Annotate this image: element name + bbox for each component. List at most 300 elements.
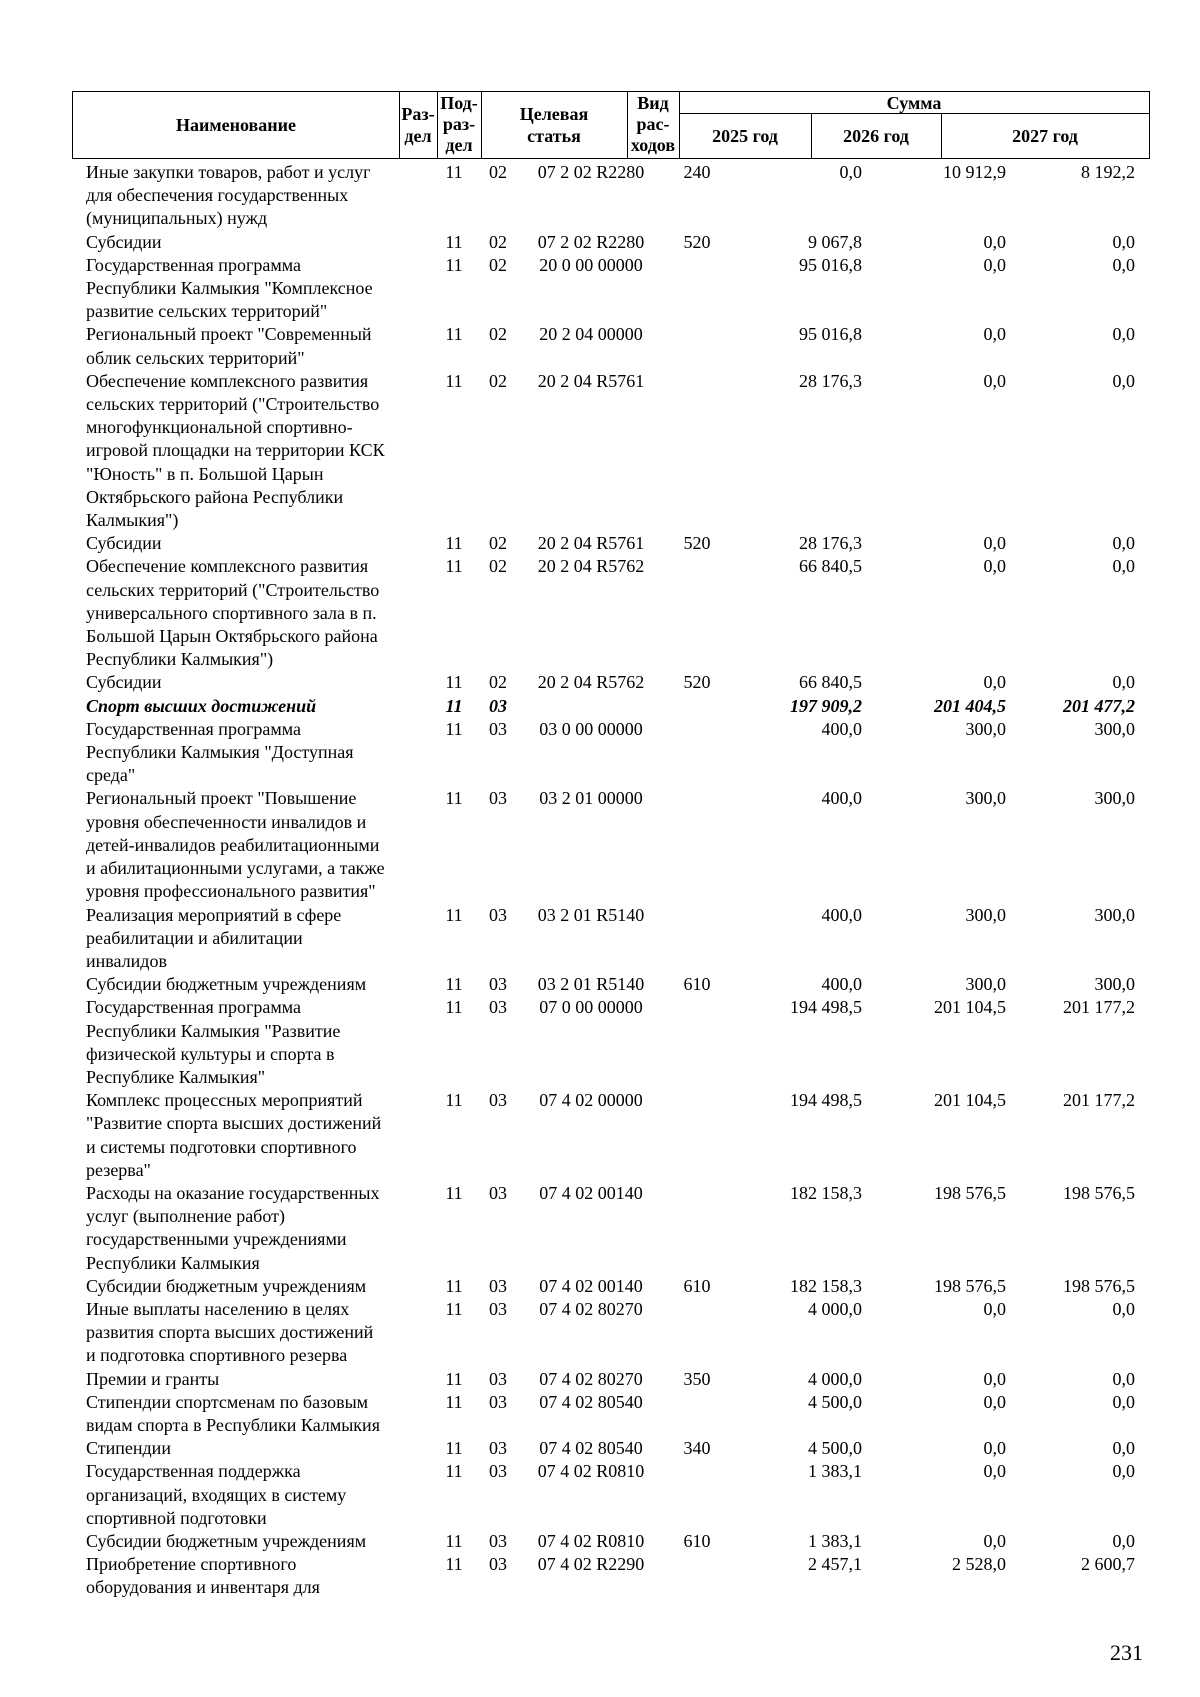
row-name-line: уровня профессионального развития" [86, 881, 376, 902]
table-row [72, 718, 1150, 788]
row-expense-type: 240 [683, 162, 711, 182]
row-name [72, 1182, 422, 1275]
row-name [72, 1089, 422, 1182]
row-2027: 0,0 [1112, 324, 1135, 345]
header-podrazdel-line: Под- [440, 93, 478, 113]
row-2026: 2 528,0 [952, 1554, 1006, 1575]
row-name-line: развития спорта высших достижений [86, 1322, 374, 1343]
row-name-line: Калмыкия") [86, 510, 179, 531]
table-row [72, 370, 1150, 532]
row-name-line: организаций, входящих в систему [86, 1484, 347, 1505]
row-name-line: Спорт высших достижений [86, 695, 317, 716]
row-razdel: 11 [445, 672, 463, 693]
row-2027: 0,0 [1112, 1530, 1135, 1551]
row-razdel: 11 [445, 974, 463, 995]
row-2027: 0,0 [1112, 672, 1135, 693]
row-podrazdel: 03 [489, 718, 507, 739]
table-header [72, 91, 1150, 159]
row-podrazdel: 02 [489, 254, 507, 275]
row-name-line: Большой Царын Октябрьского района [86, 626, 378, 647]
row-2027: 201 177,2 [1063, 1090, 1135, 1111]
row-name-line: сельских территорий ("Строительство [86, 394, 380, 415]
row-2027: 300,0 [1094, 904, 1135, 925]
row-target: 20 2 04 00000 [539, 324, 643, 345]
header-2027: 2027 год [1012, 125, 1078, 146]
row-2027: 0,0 [1112, 1298, 1135, 1319]
row-2027: 0,0 [1112, 1461, 1135, 1482]
table-row [72, 532, 1150, 555]
row-name-line: Иные закупки товаров, работ и услуг [86, 162, 371, 182]
row-razdel: 11 [445, 1182, 463, 1203]
row-name [72, 787, 422, 903]
row-name-line: Стипендии спортсменам по базовым [86, 1391, 369, 1412]
row-2027: 0,0 [1112, 533, 1135, 554]
row-2026: 300,0 [965, 904, 1006, 925]
row-name [72, 254, 422, 324]
row-razdel: 11 [445, 695, 463, 716]
row-2025: 400,0 [821, 974, 862, 995]
row-2026: 0,0 [983, 254, 1006, 275]
header-razdel-line: дел [404, 125, 432, 146]
row-expense-type [672, 323, 722, 369]
row-2025: 197 909,2 [790, 695, 862, 716]
row-target: 07 4 02 80270 [539, 1298, 643, 1319]
page-number: 231 [1110, 1640, 1143, 1665]
row-name-line: оборудования и инвентаря для [86, 1577, 320, 1598]
table-row [72, 1530, 1150, 1553]
row-razdel: 11 [445, 1298, 463, 1319]
table-row [72, 1391, 1150, 1437]
row-2027: 0,0 [1112, 231, 1135, 252]
row-target: 20 2 04 R5762 [537, 556, 645, 577]
row-podrazdel: 03 [489, 997, 507, 1018]
row-name [72, 1530, 422, 1553]
row-2025: 182 158,3 [790, 1182, 862, 1203]
header-razdel [399, 92, 437, 157]
row-2027: 0,0 [1112, 370, 1135, 391]
table-row [72, 787, 1150, 903]
row-2026: 201 104,5 [934, 997, 1006, 1018]
row-podrazdel: 02 [489, 556, 507, 577]
row-razdel: 11 [445, 370, 463, 391]
row-2025: 194 498,5 [790, 1090, 862, 1111]
row-target: 03 2 01 R5140 [537, 974, 645, 995]
row-target [518, 695, 664, 718]
row-2025: 95 016,8 [799, 324, 862, 345]
row-name-line: Субсидии [86, 533, 162, 554]
row-2026: 0,0 [983, 1530, 1006, 1551]
row-expense-type [672, 555, 722, 671]
row-expense-type [672, 1298, 722, 1368]
row-name-line: инвалидов [86, 950, 167, 971]
row-podrazdel: 03 [489, 788, 507, 809]
row-podrazdel: 03 [489, 1554, 507, 1575]
row-target: 20 0 00 00000 [539, 254, 643, 275]
row-name-line: и системы подготовки спортивного [86, 1136, 357, 1157]
row-target: 07 4 02 00140 [539, 1182, 643, 1203]
row-expense-type: 520 [683, 231, 711, 252]
row-name-line: реабилитации и абилитации [86, 927, 303, 948]
row-razdel: 11 [445, 1438, 463, 1459]
row-name [72, 1460, 422, 1530]
table-row [72, 161, 1150, 231]
table-row [72, 1460, 1150, 1530]
row-name-line: Расходы на оказание государственных [86, 1182, 380, 1203]
table-row [72, 1553, 1150, 1599]
row-name-line: Региональный проект "Современный [86, 324, 372, 345]
row-name [72, 1298, 422, 1368]
row-razdel: 11 [445, 254, 463, 275]
row-2026: 201 404,5 [934, 695, 1006, 716]
row-podrazdel: 03 [489, 1391, 507, 1412]
row-podrazdel: 02 [489, 324, 507, 345]
row-expense-type [672, 1553, 722, 1599]
row-target: 03 2 01 00000 [539, 788, 643, 809]
row-name-line: (муниципальных) нужд [86, 208, 268, 229]
row-name [72, 370, 422, 532]
header-podrazdel-line: дел [445, 135, 473, 155]
header-name: Наименование [176, 114, 296, 135]
row-2027: 198 576,5 [1063, 1275, 1135, 1296]
row-name-line: Субсидии [86, 231, 162, 252]
row-2026: 198 576,5 [934, 1182, 1006, 1203]
row-2026: 198 576,5 [934, 1275, 1006, 1296]
row-razdel: 11 [445, 1554, 463, 1575]
row-2025: 1 383,1 [808, 1530, 862, 1551]
row-podrazdel: 02 [489, 370, 507, 391]
row-name-line: Иные выплаты населению в целях [86, 1298, 350, 1319]
row-2025: 4 000,0 [808, 1298, 862, 1319]
row-podrazdel: 03 [489, 1090, 507, 1111]
row-2025: 0,0 [839, 162, 862, 182]
row-name [72, 695, 422, 718]
row-name-line: спортивной подготовки [86, 1507, 267, 1528]
header-razdel-line: Раз- [401, 103, 435, 124]
row-expense-type [672, 1391, 722, 1437]
row-2025: 4 500,0 [808, 1391, 862, 1412]
row-podrazdel: 02 [489, 162, 507, 182]
row-name-line: Государственная поддержка [86, 1461, 301, 1482]
row-2027: 0,0 [1112, 254, 1135, 275]
row-expense-type: 520 [683, 672, 711, 693]
row-2026: 0,0 [983, 1368, 1006, 1389]
row-name-line: и подготовка спортивного резерва [86, 1345, 348, 1366]
row-target: 07 4 02 R2290 [537, 1554, 645, 1575]
row-name-line: Республики Калмыкия "Комплексное [86, 278, 373, 299]
row-target: 03 2 01 R5140 [537, 904, 645, 925]
row-razdel: 11 [445, 1530, 463, 1551]
row-expense-type [672, 996, 722, 1089]
row-name-line: развитие сельских территорий" [86, 301, 328, 322]
row-name-line: Премии и гранты [86, 1368, 220, 1389]
row-razdel: 11 [445, 556, 463, 577]
row-2025: 182 158,3 [790, 1275, 862, 1296]
row-razdel: 11 [445, 162, 463, 182]
table-row [72, 254, 1150, 324]
row-name-line: сельских территорий ("Строительство [86, 579, 380, 600]
row-2025: 28 176,3 [799, 533, 862, 554]
row-2026: 0,0 [983, 672, 1006, 693]
header-podrazdel-line: раз- [442, 114, 476, 134]
row-2026: 300,0 [965, 788, 1006, 809]
row-name [72, 904, 422, 974]
row-2027: 8 192,2 [1081, 162, 1135, 182]
row-2026: 0,0 [983, 1298, 1006, 1319]
row-expense-type [672, 1182, 722, 1275]
row-name-line: Региональный проект "Повышение [86, 788, 357, 809]
row-podrazdel: 03 [489, 1275, 507, 1296]
row-2025: 95 016,8 [799, 254, 862, 275]
header-sum: Сумма [886, 92, 942, 113]
row-name-line: Комплекс процессных мероприятий [86, 1090, 363, 1111]
row-name-line: государственными учреждениями [86, 1229, 347, 1250]
row-expense-type: 610 [683, 1275, 711, 1296]
table-row [72, 1275, 1150, 1298]
table-body [72, 161, 1150, 1600]
row-name-line: и абилитационными услугами, а также [86, 858, 385, 879]
row-name [72, 532, 422, 555]
row-podrazdel: 03 [489, 1530, 507, 1551]
row-razdel: 11 [445, 788, 463, 809]
row-expense-type: 350 [683, 1368, 711, 1389]
row-target: 20 2 04 R5761 [537, 370, 645, 391]
row-name-line: резерва" [86, 1159, 151, 1180]
row-name [72, 231, 422, 254]
row-2025: 400,0 [821, 788, 862, 809]
row-expense-type [672, 695, 722, 718]
row-name-line: физической культуры и спорта в [86, 1043, 335, 1064]
row-expense-type [672, 1460, 722, 1530]
row-name-line: облик сельских территорий" [86, 347, 305, 368]
row-name-line: Субсидии [86, 672, 162, 693]
row-podrazdel: 03 [489, 1368, 507, 1389]
row-razdel: 11 [445, 718, 463, 739]
row-razdel: 11 [445, 324, 463, 345]
header-expense-type-line: Вид [637, 93, 669, 113]
row-name-line: среда" [86, 765, 136, 786]
row-expense-type: 610 [683, 1530, 711, 1551]
row-2025: 2 457,1 [808, 1554, 862, 1575]
row-name-line: "Юность" в п. Большой Царын [86, 463, 324, 484]
row-2026: 0,0 [983, 231, 1006, 252]
row-podrazdel: 03 [489, 974, 507, 995]
row-razdel: 11 [445, 1368, 463, 1389]
row-name-line: уровня обеспеченности инвалидов и [86, 811, 367, 832]
row-name-line: "Развитие спорта высших достижений [86, 1113, 382, 1134]
row-podrazdel: 03 [489, 1461, 507, 1482]
row-2027: 201 177,2 [1063, 997, 1135, 1018]
table-row [72, 1437, 1150, 1460]
row-name [72, 1275, 422, 1298]
row-name [72, 1553, 422, 1599]
row-target: 07 4 02 80540 [539, 1391, 643, 1412]
row-2027: 0,0 [1112, 556, 1135, 577]
row-2026: 0,0 [983, 533, 1006, 554]
row-2026: 0,0 [983, 1461, 1006, 1482]
row-podrazdel: 03 [489, 695, 507, 716]
row-name-line: Обеспечение комплексного развития [86, 370, 369, 391]
row-name-line: Реализация мероприятий в сфере [86, 904, 342, 925]
row-name [72, 996, 422, 1089]
row-name-line: Приобретение спортивного [86, 1554, 297, 1575]
row-name [72, 555, 422, 671]
header-expense-type-line: рас- [636, 114, 670, 134]
row-name-line: Республике Калмыкия" [86, 1066, 266, 1087]
row-expense-type [672, 718, 722, 788]
row-2026: 0,0 [983, 1391, 1006, 1412]
header-target-line: Целевая [519, 103, 589, 124]
row-2025: 66 840,5 [799, 672, 862, 693]
row-target: 07 4 02 R0810 [537, 1530, 645, 1551]
row-name-line: Государственная программа [86, 718, 301, 739]
row-2026: 0,0 [983, 556, 1006, 577]
row-razdel: 11 [445, 904, 463, 925]
row-name-line: Республики Калмыкия "Доступная [86, 742, 354, 763]
table-row [72, 671, 1150, 694]
row-target: 20 2 04 R5762 [537, 672, 645, 693]
row-podrazdel: 02 [489, 533, 507, 554]
row-razdel: 11 [445, 997, 463, 1018]
row-name [72, 323, 422, 369]
row-name-line: Субсидии бюджетным учреждениям [86, 1275, 367, 1296]
row-expense-type [672, 787, 722, 903]
row-2026: 0,0 [983, 324, 1006, 345]
row-name-line: Стипендии [86, 1438, 171, 1459]
row-2026: 300,0 [965, 974, 1006, 995]
table-row [72, 973, 1150, 996]
table-row [72, 231, 1150, 254]
row-expense-type: 340 [683, 1438, 711, 1459]
row-name-line: универсального спортивного зала в п. [86, 602, 377, 623]
table-row [72, 904, 1150, 974]
row-2027: 300,0 [1094, 788, 1135, 809]
row-2026: 201 104,5 [934, 1090, 1006, 1111]
row-target: 03 0 00 00000 [539, 718, 643, 739]
row-2026: 300,0 [965, 718, 1006, 739]
row-target: 07 4 02 00140 [539, 1275, 643, 1296]
row-2026: 0,0 [983, 370, 1006, 391]
header-expense-type-line: ходов [630, 135, 676, 155]
row-name [72, 1368, 422, 1391]
row-podrazdel: 03 [489, 1438, 507, 1459]
row-expense-type [672, 1089, 722, 1182]
row-name-line: Октябрьского района Республики [86, 486, 344, 507]
row-2026: 0,0 [983, 1438, 1006, 1459]
table-row [72, 1089, 1150, 1182]
table-row [72, 1182, 1150, 1275]
row-name [72, 161, 422, 231]
table-row [72, 1298, 1150, 1368]
header-2025: 2025 год [712, 125, 778, 146]
row-2027: 0,0 [1112, 1391, 1135, 1412]
row-name-line: многофункциональной спортивно- [86, 417, 353, 438]
row-name [72, 718, 422, 788]
row-name-line: игровой площадки на территории КСК [86, 440, 385, 461]
table-row [72, 996, 1150, 1089]
row-name-line: для обеспечения государственных [86, 185, 349, 206]
row-name-line: Субсидии бюджетным учреждениям [86, 1530, 367, 1551]
header-2026: 2026 год [843, 125, 909, 146]
row-name-line: детей-инвалидов реабилитационными [86, 834, 380, 855]
row-expense-type [672, 254, 722, 324]
row-2027: 2 600,7 [1081, 1554, 1135, 1575]
row-target: 07 4 02 80540 [539, 1438, 643, 1459]
row-2027: 198 576,5 [1063, 1182, 1135, 1203]
row-name [72, 973, 422, 996]
row-target: 07 0 00 00000 [539, 997, 643, 1018]
table-row [72, 555, 1150, 671]
row-name-line: Республики Калмыкия [86, 1252, 260, 1273]
header-expense-type [627, 90, 679, 159]
row-2025: 4 000,0 [808, 1368, 862, 1389]
row-2025: 400,0 [821, 718, 862, 739]
row-name-line: Республики Калмыкия "Развитие [86, 1020, 341, 1041]
table-row [72, 1368, 1150, 1391]
row-razdel: 11 [445, 1275, 463, 1296]
row-name-line: видам спорта в Республики Калмыкия [86, 1414, 380, 1435]
row-podrazdel: 02 [489, 672, 507, 693]
row-razdel: 11 [445, 1391, 463, 1412]
row-name [72, 671, 422, 694]
row-2025: 66 840,5 [799, 556, 862, 577]
row-razdel: 11 [445, 533, 463, 554]
row-name-line: Субсидии бюджетным учреждениям [86, 974, 367, 995]
row-name-line: Государственная программа [86, 997, 301, 1018]
row-2025: 4 500,0 [808, 1438, 862, 1459]
row-name-line: Республики Калмыкия") [86, 649, 274, 670]
row-target: 07 4 02 00000 [539, 1090, 643, 1111]
row-2027: 0,0 [1112, 1368, 1135, 1389]
row-2027: 300,0 [1094, 974, 1135, 995]
table-row [72, 323, 1150, 369]
row-podrazdel: 03 [489, 1182, 507, 1203]
row-podrazdel: 03 [489, 904, 507, 925]
header-target-line: статья [527, 125, 581, 146]
row-razdel: 11 [445, 1461, 463, 1482]
row-expense-type [672, 370, 722, 532]
header-podrazdel [437, 90, 481, 159]
row-target: 07 4 02 80270 [539, 1368, 643, 1389]
row-target: 20 2 04 R5761 [537, 533, 645, 554]
row-2027: 0,0 [1112, 1438, 1135, 1459]
table-row [72, 695, 1150, 718]
row-2025: 1 383,1 [808, 1461, 862, 1482]
row-name-line: услуг (выполнение работ) [86, 1206, 285, 1227]
row-expense-type [672, 904, 722, 974]
row-2025: 400,0 [821, 904, 862, 925]
row-podrazdel: 02 [489, 231, 507, 252]
row-name-line: Государственная программа [86, 254, 301, 275]
row-expense-type: 520 [683, 533, 711, 554]
row-target: 07 4 02 R0810 [537, 1461, 645, 1482]
header-target [481, 92, 627, 157]
row-2025: 194 498,5 [790, 997, 862, 1018]
row-target: 07 2 02 R2280 [537, 162, 645, 182]
row-2026: 10 912,9 [943, 162, 1006, 182]
row-2025: 28 176,3 [799, 370, 862, 391]
row-razdel: 11 [445, 1090, 463, 1111]
row-expense-type: 610 [683, 974, 711, 995]
row-target: 07 2 02 R2280 [537, 231, 645, 252]
row-podrazdel: 03 [489, 1298, 507, 1319]
row-2025: 9 067,8 [808, 231, 862, 252]
row-2027: 300,0 [1094, 718, 1135, 739]
row-name-line: Обеспечение комплексного развития [86, 556, 369, 577]
row-name [72, 1437, 422, 1460]
row-2027: 201 477,2 [1063, 695, 1135, 716]
row-name [72, 1391, 422, 1437]
row-razdel: 11 [445, 231, 463, 252]
